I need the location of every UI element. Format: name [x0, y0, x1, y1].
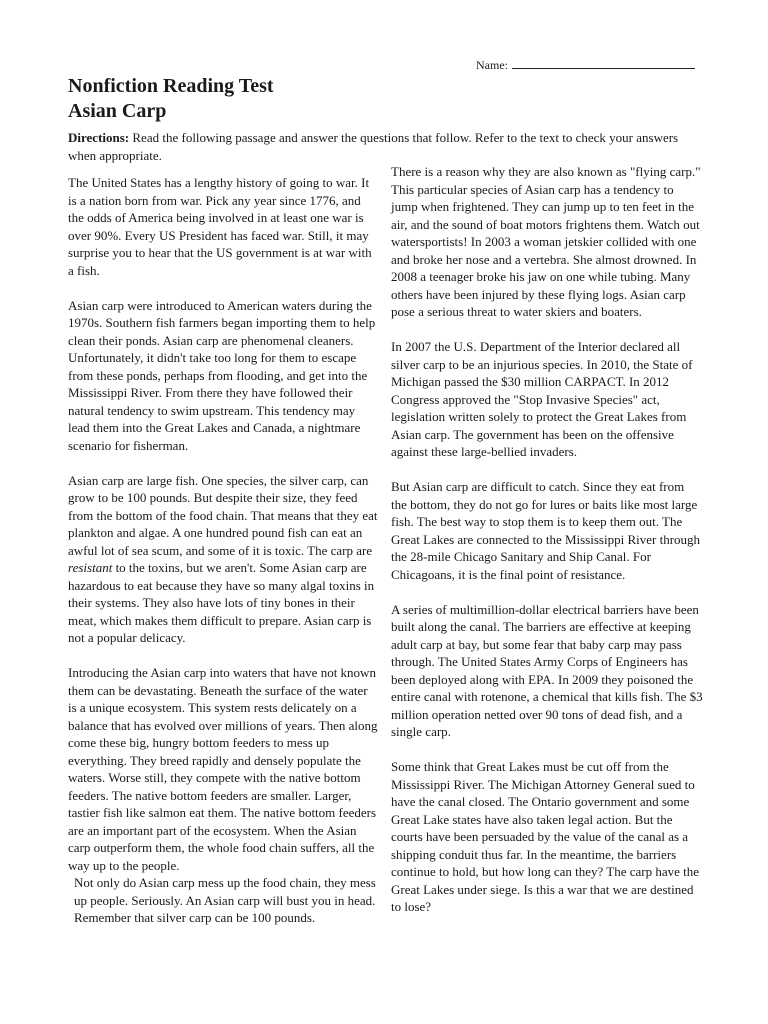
directions-label: Directions: — [68, 130, 130, 145]
paragraph-history: The United States has a lengthy history of going to war. It is a nation born from war. Pick any year since 1776, and the odds of America being involved in at least one war is over 90%. Every US President has faced war. Still, it may surprise you to hear that the US government is at war with a fish. — [68, 175, 372, 278]
paragraph-large-fish-part2: to the toxins, but we aren't. Some Asian carp are hazardous to eat because they have so many algal toxins in their systems. They also have lots of tiny bones in their meat, which makes them difficult to prepare. Asian carp is not a popular delicacy. — [68, 560, 375, 645]
italic-resistant: resistant — [68, 560, 113, 575]
directions-text: Read the following passage and answer the questions that follow. Refer to the text to check your answers when appropriate. — [68, 130, 679, 163]
name-blank-line[interactable] — [512, 57, 695, 69]
paragraph-cut-off: Some think that Great Lakes must be cut off from the Mississippi River. The Michigan Attorney General sued to have the canal closed. The Ontario government and some Great Lake states have also taken legal action. But the courts have been persuaded by the value of the canal as a shipping conduit thus far. In the meantime, the barriers continue to hold, but how long can they? The carp have the Great Lakes under siege. Is this a war that we are destined to lose? — [391, 759, 700, 914]
paragraph-electrical-barriers: A series of multimillion-dollar electrical barriers have been built along the canal. The barriers are effective at keeping adult carp at bay, but some fear that baby carp may pass through. The United States Army Corps of Engineers has been deployed along with EPA. In 2009 they poisoned the entire canal with rotenone, a chemical that kills fish. The $3 million operation netted over 90 tons of dead fish, and a single carp. — [391, 601, 703, 739]
name-field[interactable] — [476, 57, 695, 73]
page-subtitle: Asian Carp — [68, 100, 167, 122]
right-column — [391, 163, 703, 933]
paragraph-difficult-to-catch: But Asian carp are difficult to catch. Since they eat from the bottom, they do not go for lures or baits like most large fish. The best way to stop them is to keep them out. The Great Lakes are connected to the Mississippi River through the 28-mile Chicago Sanitary and Ship Canal. For Chicagoans, it is the final point of resistance. — [391, 479, 701, 582]
paragraph-mess-up-people: Not only do Asian carp mess up the food chain, they mess up people. Seriously. An Asian carp will bust you in head. Remember that silver carp can be 100 pounds. — [74, 875, 376, 925]
page-title: Nonfiction Reading Test — [68, 75, 274, 97]
left-column — [68, 174, 378, 927]
paragraph-large-fish — [68, 472, 378, 647]
paragraph-introduction: Asian carp were introduced to American waters during the 1970s. Southern fish farmers began importing them to help clean their ponds. Asian carp are phenomenal cleaners. Unfortunately, it didn't take too long for them to escape from these ponds, perhaps from flooding, and get into the Mississippi River. From there they have followed their natural tendency to swim upstream. This tendency may lead them into the Great Lakes and Canada, a nightmare scenario for fisherman. — [68, 297, 376, 453]
paragraph-ecosystem: Introducing the Asian carp into waters that have not known them can be devastating. Beneath the surface of the water is a unique ecosystem. This system rests delicately on a balance that has evolved over millions of years. Then along come these big, hungry bottom feeders to mess up everything. They breed rapidly and densely populate the waters. Worse still, they compete with the native bottom feeders. The native bottom feeders are smaller. Larger, tastier fish like salmon eat them. The native bottom feeders are an important part of the ecosystem. When the Asian carp outperform them, the whole food chain suffers, all the way up to the people. — [68, 665, 378, 873]
paragraph-large-fish-part1: Asian carp are large fish. One species, the silver carp, can grow to be 100 pounds. But despite their size, they feed from the bottom of the food chain. That means that they eat plankton and algae. A one hundred pound fish can eat an awful lot of sea scum, and some of it is toxic. The carp are — [68, 472, 378, 558]
paragraph-government-action: In 2007 the U.S. Department of the Interior declared all silver carp to be an injurious species. In 2010, the State of Michigan passed the $30 million CARPACT. In 2012 Congress approved the "Stop Invasive Species" act, legislation written solely to protect the Great Lakes from Asian carp. The government has been on the offensive against these large-bellied invaders. — [391, 339, 693, 459]
paragraph-flying-carp: There is a reason why they are also known as "flying carp." This particular species of Asian carp has a tendency to jump when frightened. They can jump up to ten feet in the air, and the sound of boat motors frightens them. Watch out watersportists! In 2003 a woman jetskier collided with one and broke her nose and a vertebra. She almost drowned. In 2008 a teenager broke his jaw on one while tubing. Many others have been injured by these flying logs. Asian carp pose a serious threat to water skiers and boaters. — [391, 164, 701, 319]
directions — [68, 129, 700, 165]
name-label: Name: — [476, 58, 508, 72]
